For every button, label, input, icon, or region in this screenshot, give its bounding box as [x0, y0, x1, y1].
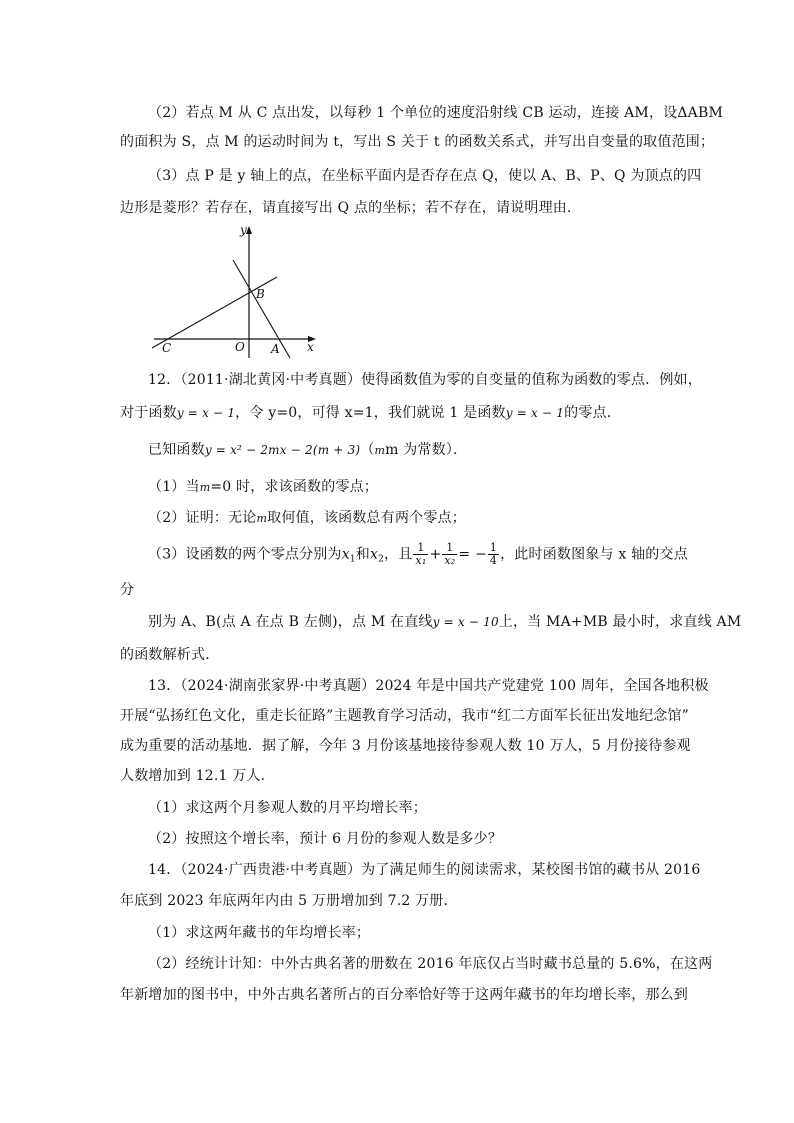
q12-line3-text-c: m 为常数）．: [385, 442, 468, 458]
q12-line3-m: m: [374, 444, 386, 457]
q12-sub1-m: m: [199, 481, 211, 494]
q12-sub1: [148, 477, 378, 498]
q13-sub2: （2）按照这个增长率，预计 6 月份的参观人数是多少？: [148, 831, 503, 847]
q12-frac-2: $\frac{1}{\text{x₂}}$: [444, 541, 456, 567]
q11-part2-line2: 的面积为 S，点 M 的运动时间为 t，写出 S 关于 t 的函数关系式，并写出自变量的取值范围；: [120, 134, 715, 150]
q12-formula-1: y = x − 1: [176, 406, 236, 420]
coordinate-figure: [140, 222, 330, 362]
q12-formula-2: y = x − 1: [505, 406, 565, 420]
q12-line2-text-b: ，令 y=0，可得 x=1，我们就说 1 是函数: [235, 405, 506, 421]
q13-line1: 13．（2024·湖南张家界·中考真题）2024 年是中国共产党建党 100 周年，全国各地积极: [148, 678, 709, 694]
q12-line2-text-a: 对于函数: [120, 405, 177, 421]
q12-sub2-m: m: [256, 512, 268, 525]
label-a: A: [271, 342, 280, 356]
q12-sub1-text-b: =0 时，求该函数的零点；: [210, 479, 379, 495]
q13-sub1: （1）求这两个月参观人数的月平均增长率；: [148, 800, 427, 816]
q12-x1-sub: 1: [349, 554, 356, 565]
q12-sub2-text-a: （2）证明：无论: [148, 510, 257, 526]
q12-sub2: [148, 508, 466, 529]
q12-x2: x: [369, 546, 379, 563]
q12-line3: [148, 440, 467, 461]
q12-sub3: [148, 542, 688, 570]
q12-function: y = x² − 2mx − 2(m + 3): [204, 443, 361, 457]
q12-sub3-text-a: （3）设函数的两个零点分别为: [148, 546, 342, 563]
q12-line2-text-c: 的零点．: [564, 405, 621, 421]
q13-line4: 人数增加到 12.1 万人．: [120, 768, 275, 784]
q13-line2: 开展“弘扬红色文化，重走长征路”主题教育学习活动，我市“红二方面军长征出发地纪念馆”: [120, 708, 690, 724]
q14-line1: 14．（2024·广西贵港·中考真题）为了满足师生的阅读需求，某校图书馆的藏书从 2016: [148, 862, 701, 878]
q12-sub3-line3-text-b: 上，当 MA+MB 最小时，求直线 AM: [498, 614, 742, 630]
q12-head: 12．（2011·湖北黄冈·中考真题）使得函数值为零的自变量的值称为函数的零点．例如，: [148, 372, 702, 388]
q12-sub3-text-c: ，此时函数图象与 x 轴的交点: [500, 546, 688, 563]
q12-sub3-line3: [148, 612, 741, 632]
q12-sub3-line4: 的函数解析式．: [120, 647, 220, 663]
q12-line3-text-a: 已知函数: [148, 442, 205, 458]
q12-eq: = −: [458, 546, 487, 563]
q12-frac-3: $\frac{1}{4}$: [489, 541, 498, 567]
label-x: x: [307, 340, 314, 354]
q11-part2-line1: （2）若点 M 从 C 点出发，以每秒 1 个单位的速度沿射线 CB 运动，连接 AM，设ΔABM: [148, 105, 724, 121]
q14-sub1: （1）求这两年藏书的年均增长率；: [148, 925, 371, 941]
q13-line3: 成为重要的活动基地．据了解，今年 3 月份该基地接待参观人数 10 万人，5 月份接待参观: [120, 738, 691, 754]
q12-line2: [120, 403, 621, 423]
q14-line2: 年底到 2023 年底两年内由 5 万册增加到 7.2 万册．: [120, 893, 458, 909]
q12-sub3-text-b: ，且: [384, 546, 413, 563]
q12-sub3-line3-text-a: 别为 A、B(点 A 在点 B 左侧)，点 M 在直线: [148, 614, 433, 630]
q11-part3-line2: 边形是菱形？若存在，请直接写出 Q 点的坐标；若不存在，请说明理由．: [120, 200, 582, 216]
label-y: y: [240, 223, 247, 237]
q11-part3-line1: （3）点 P 是 y 轴上的点，在坐标平面内是否存在点 Q，使以 A、B、P、Q 为顶点的四: [148, 168, 702, 184]
label-o: O: [235, 340, 245, 354]
q14-sub2-line2: 年新增加的图书中，中外古典名著所占的百分率恰好等于这两年藏书的年均增长率，那么到: [120, 987, 688, 1003]
q12-x2-sub: 2: [378, 554, 385, 565]
q14-sub2-line1: （2）经统计计知：中外古典名著的册数在 2016 年底仅占当时藏书总量的 5.6%，在这两: [148, 956, 713, 972]
label-c: C: [162, 341, 172, 355]
label-b: B: [256, 287, 265, 301]
q12-line-formula: y = x − 10: [432, 615, 499, 629]
y-axis-arrow: [246, 226, 252, 234]
q12-and: 和: [355, 546, 370, 563]
q12-line3-paren: （: [360, 442, 375, 458]
q12-sub3-line2: 分: [120, 582, 135, 598]
q12-frac-1: $\frac{1}{\text{x₁}}$: [415, 541, 427, 567]
q12-sub2-text-b: 取何值，该函数总有两个零点；: [267, 510, 466, 526]
q12-x1: x: [341, 546, 350, 563]
q12-plus: +: [429, 546, 442, 563]
q12-sub1-text-a: （1）当: [148, 479, 200, 495]
